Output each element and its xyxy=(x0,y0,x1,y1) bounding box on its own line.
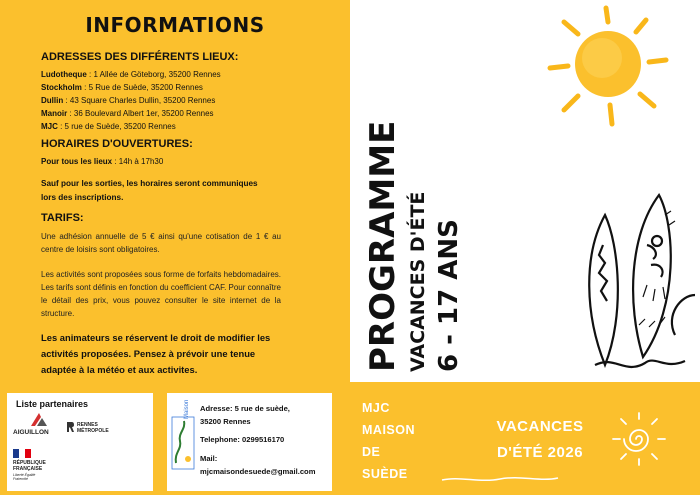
contact-phone: Telephone: 0299516170 xyxy=(200,435,285,444)
address-manoir: Manoir : 36 Boulevard Albert 1er, 35200 Rennes xyxy=(41,109,214,118)
contact-address-2: 35200 Rennes xyxy=(200,417,251,426)
rennes-logo-line1: RENNES xyxy=(77,422,98,428)
rf-motto: Liberté Égalité Fraternité xyxy=(13,473,36,481)
programme-title: PROGRAMME xyxy=(363,120,403,372)
horaires-note-1: Sauf pour les sorties, les horaires seront communiques xyxy=(41,179,258,188)
mjc-line-4: SUÈDE xyxy=(362,467,408,481)
address-mjc: MJC : 5 rue de Suède, 35200 Rennes xyxy=(41,122,176,131)
wave-icon xyxy=(440,474,560,484)
mjc-line-3: DE xyxy=(362,445,381,459)
partners-title: Liste partenaires xyxy=(16,399,89,409)
aiguillon-logo-text: AIGUILLON xyxy=(13,429,49,436)
aiguillon-logo-icon xyxy=(29,411,49,427)
vacances-line-1: VACANCES xyxy=(496,418,584,435)
horaires-line: Pour tous les lieux : 14h à 17h30 xyxy=(41,157,164,166)
contact-card xyxy=(167,393,332,491)
address-dullin: Dullin : 43 Square Charles Dullin, 35200 Rennes xyxy=(41,96,216,105)
surfboards-icon xyxy=(575,185,700,385)
marianne-flag-icon xyxy=(13,449,31,458)
tarifs-heading: TARIFS: xyxy=(41,212,84,224)
rf-logo-line2: FRANÇAISE xyxy=(13,466,43,472)
contact-mail[interactable]: mjcmaisondesuede@gmail.com xyxy=(200,467,316,476)
tarifs-para-1: Une adhésion annuelle de 5 € ainsi qu'une cotisation de 1 € au centre de loisirs sont obligatoires. xyxy=(41,232,281,254)
contact-mail-label: Mail: xyxy=(200,454,218,463)
tarifs-para-2: Les activités sont proposées sous forme de forfaits hebdomadaires. Les tarifs sont définis en fonction du coefficient CAF. Pour connaître le détail des prix, vous pouvez consulter le site internet de la structure. xyxy=(41,270,281,318)
rennes-logo-line2: MÉTROPOLE xyxy=(77,428,109,434)
sun-icon xyxy=(532,0,682,140)
rennes-logo-icon xyxy=(66,421,75,433)
mjc-line-1: MJC xyxy=(362,401,390,415)
mjc-line-2: MAISON xyxy=(362,423,415,437)
mjc-logo-text: Maison xyxy=(184,399,190,419)
rf-logo-line1: RÉPUBLIQUE xyxy=(13,460,46,466)
address-ludotheque: Ludotheque : 1 Allée de Göteborg, 35200 Rennes xyxy=(41,70,221,79)
mjc-logo-icon xyxy=(170,415,196,471)
vacances-subtitle: VACANCES D'ÉTÉ xyxy=(407,191,429,372)
ages-subtitle: 6 - 17 ANS xyxy=(434,219,464,372)
sun-spiral-icon xyxy=(612,412,666,466)
partners-card xyxy=(7,393,153,491)
cover-band xyxy=(350,382,700,495)
horaires-note-2: lors des inscriptions. xyxy=(41,193,124,202)
contact-address-1: Adresse: 5 rue de suède, xyxy=(200,404,290,413)
address-stockholm: Stockholm : 5 Rue de Suède, 35200 Rennes xyxy=(41,83,203,92)
animateurs-note: Les animateurs se réservent le droit de modifier les activités proposées. Pensez à prévoir une tenue adaptée à la météo et aux activites. xyxy=(41,332,271,375)
vacances-line-2: D'ÉTÉ 2026 xyxy=(496,444,584,461)
horaires-heading: HORAIRES D'OUVERTURES: xyxy=(41,138,193,150)
adresses-heading: ADRESSES DES DIFFÉRENTS LIEUX: xyxy=(41,51,239,63)
informations-title: INFORMATIONS xyxy=(85,13,265,37)
